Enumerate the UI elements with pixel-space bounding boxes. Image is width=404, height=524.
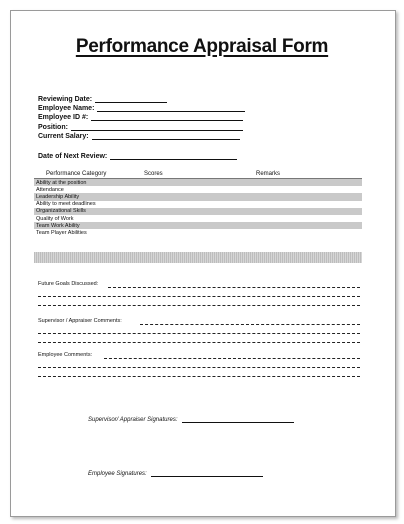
supervisor-comments-line[interactable] <box>38 342 360 343</box>
employee-name-input-line[interactable] <box>97 104 245 112</box>
table-row[interactable] <box>34 179 362 187</box>
current-salary-field[interactable] <box>38 131 240 140</box>
table-row[interactable] <box>34 186 362 193</box>
supervisor-comments-line[interactable] <box>140 324 360 325</box>
position-field[interactable] <box>38 122 243 131</box>
table-row[interactable] <box>34 208 362 215</box>
remarks-cell[interactable] <box>254 215 362 222</box>
score-cell[interactable] <box>142 229 254 236</box>
remarks-cell[interactable] <box>254 179 362 187</box>
future-goals-line[interactable] <box>108 287 360 288</box>
category-cell: Leadership Ability <box>34 193 142 200</box>
remarks-cell[interactable] <box>254 186 362 193</box>
position-input-line[interactable] <box>71 123 243 131</box>
employee-id-input-line[interactable] <box>91 113 243 121</box>
score-cell[interactable] <box>142 222 254 229</box>
remarks-cell[interactable] <box>254 229 362 236</box>
future-goals-line[interactable] <box>38 296 360 297</box>
remarks-cell[interactable] <box>254 201 362 208</box>
score-cell[interactable] <box>142 208 254 215</box>
remarks-cell[interactable] <box>254 193 362 200</box>
employee-comments-line[interactable] <box>104 358 360 359</box>
next-review-label: Date of Next Review: <box>38 153 108 160</box>
current-salary-input-line[interactable] <box>92 132 240 140</box>
category-cell: Attendance <box>36 186 64 193</box>
table-row[interactable] <box>34 215 362 222</box>
score-cell[interactable] <box>142 193 254 200</box>
next-review-input-line[interactable] <box>110 152 237 160</box>
remarks-cell[interactable] <box>254 222 362 229</box>
future-goals-line[interactable] <box>38 305 360 306</box>
table-row[interactable] <box>34 229 362 236</box>
supervisor-comments-line[interactable] <box>38 333 360 334</box>
employee-name-label: Employee Name: <box>38 105 95 112</box>
header-remarks: Remarks <box>254 170 362 179</box>
supervisor-signature-label: Supervisor/ Appraiser Signatures: <box>88 417 178 423</box>
employee-signature-field[interactable] <box>88 470 263 477</box>
category-cell: Team Work Ability <box>34 222 142 229</box>
form-title: Performance Appraisal Form <box>75 36 329 57</box>
header-performance-category: Performance Category <box>34 170 142 179</box>
future-goals-label: Future Goals Discussed: <box>38 281 99 287</box>
employee-name-field[interactable] <box>38 103 245 112</box>
table-row[interactable] <box>34 222 362 229</box>
supervisor-signature-line[interactable] <box>182 416 294 423</box>
employee-comments-line[interactable] <box>38 367 360 368</box>
score-cell[interactable] <box>142 179 254 187</box>
employee-comments-label: Employee Comments: <box>38 352 93 358</box>
current-salary-label: Current Salary: <box>38 133 89 140</box>
employee-id-field[interactable] <box>38 112 243 121</box>
reviewing-date-input-line[interactable] <box>95 95 167 103</box>
reviewing-date-label: Reviewing Date: <box>38 96 93 103</box>
employee-signature-label: Employee Signatures: <box>88 471 147 477</box>
next-review-field[interactable] <box>38 151 237 160</box>
form-page <box>10 10 396 517</box>
supervisor-comments-label: Supervisor / Appraiser Comments: <box>38 318 122 324</box>
performance-table <box>34 170 362 237</box>
category-cell: Team Player Abilities <box>36 229 87 236</box>
employee-comments-line[interactable] <box>38 376 360 377</box>
category-cell: Ability at the position <box>34 179 142 187</box>
table-footer-band <box>34 252 362 263</box>
supervisor-signature-field[interactable] <box>88 416 294 423</box>
remarks-cell[interactable] <box>254 208 362 215</box>
category-cell: Organizational Skills <box>34 208 142 215</box>
header-scores: Scores <box>142 170 254 179</box>
score-cell[interactable] <box>142 186 254 193</box>
score-cell[interactable] <box>142 215 254 222</box>
table-header-row <box>34 170 362 179</box>
table-row[interactable] <box>34 193 362 200</box>
reviewing-date-field[interactable] <box>38 94 167 103</box>
score-cell[interactable] <box>142 201 254 208</box>
employee-signature-line[interactable] <box>151 470 263 477</box>
table-row[interactable] <box>34 201 362 208</box>
category-cell: Ability to meet deadlines <box>36 201 96 208</box>
category-cell: Quality of Work <box>36 215 74 222</box>
position-label: Position: <box>38 124 68 131</box>
employee-id-label: Employee ID #: <box>38 114 89 121</box>
